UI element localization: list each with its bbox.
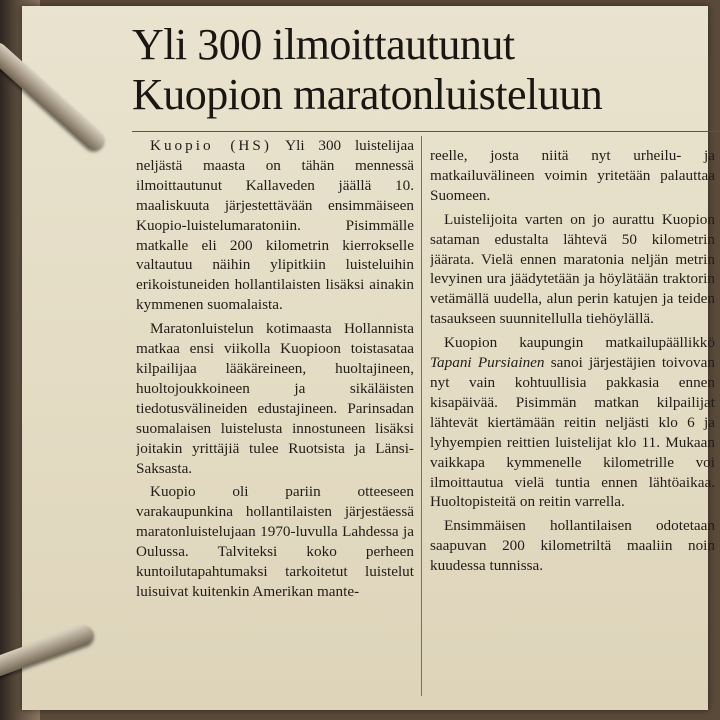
- headline: [132, 20, 692, 120]
- person-name: Tapani Pursiainen: [430, 354, 545, 372]
- article-column-1: [136, 136, 414, 706]
- dateline: Kuopio (HS): [150, 137, 272, 154]
- article-paragraph: Ensimmäisen hollantilaisen odotetaan saapuvan 200 kilometriltä maaliin noin kuudessa tunnissa.: [430, 517, 715, 575]
- article-paragraph: reelle, josta niitä nyt urheilu- ja matkailuvälineen voimin yritetään palauttaa Suomeen.: [430, 147, 715, 204]
- article-paragraph: Maratonluistelun kotimaasta Hollannista matkaa ensi viikolla Kuopioon toistasataa kilpailijaa lääkäreineen, huoltajineen, huoltojoukkoineen ja sikäläisten tiedotusvälineiden edustajineen. Parinsadan suomalaisen luistelusta innostuneen lisäksi joitakin yrittäjiä tulee Ruotsista ja Länsi-Saksasta.: [136, 320, 414, 477]
- headline-rule: [132, 131, 720, 132]
- column-divider: [421, 136, 422, 696]
- headline-line-2: Kuopion maratonluisteluun: [132, 70, 603, 119]
- article-paragraph: Kuopio (HS) Yli 300 luistelijaa neljästä maasta on tähän mennessä ilmoittautunut Kallaveden jäällä 10. maaliskuuta järjestettävään ensimmäiseen Kuopio-luistelumaratoniin. Pisimmälle matkalle eli 200 kilometrin kierrokselle valtautuu näihin ylipitkiin luisteluihin erikoistuneiden hollantilaisten lisäksi ainakin kymmenen suomalaista.: [136, 137, 414, 314]
- article-paragraph: Luistelijoita varten on jo aurattu Kuopion sataman edustalta lähtevä 50 kilometrin jäärata. Vielä ennen maratonia neljän metrin levyinen ura jäädytetään ja höylätään traktorin vetämällä uudella, alun perin katujen ja teiden tasaukseen suunnitellulla tiehöylällä.: [430, 210, 715, 328]
- article-paragraph: Kuopio oli pariin otteeseen varakaupunkina hollantilaisten järjestäessä maratonluistelujaan 1970-luvulla Lahdessa ja Oulussa. Talviteksi koko perheen kuntoilutapahtumaksi tarkoitetut luistelut luisuivat kuitenkin Amerikan mante-: [136, 483, 414, 600]
- headline-line-1: Yli 300 ilmoittautunut: [132, 20, 515, 69]
- article-column-2: [430, 146, 715, 706]
- article-paragraph: Kuopion kaupungin matkailupäällikkö Tapani Pursiainen sanoi järjestäjien toivovan nyt vain kohtuullisia pakkasia ennen kisapäivää. Pisimmän matkan kilpailijat lähtevät kiertämään reitin neljästi klo 6 ja lyhyempien reittien luistelijat klo 11. Mukaan vaikkapa kymmenelle kilometrille voi ilmoittautua vielä tuntia ennen lähtöaikaa. Huoltopisteitä on reitin varrella.: [430, 334, 715, 511]
- newspaper-clipping: [22, 6, 715, 710]
